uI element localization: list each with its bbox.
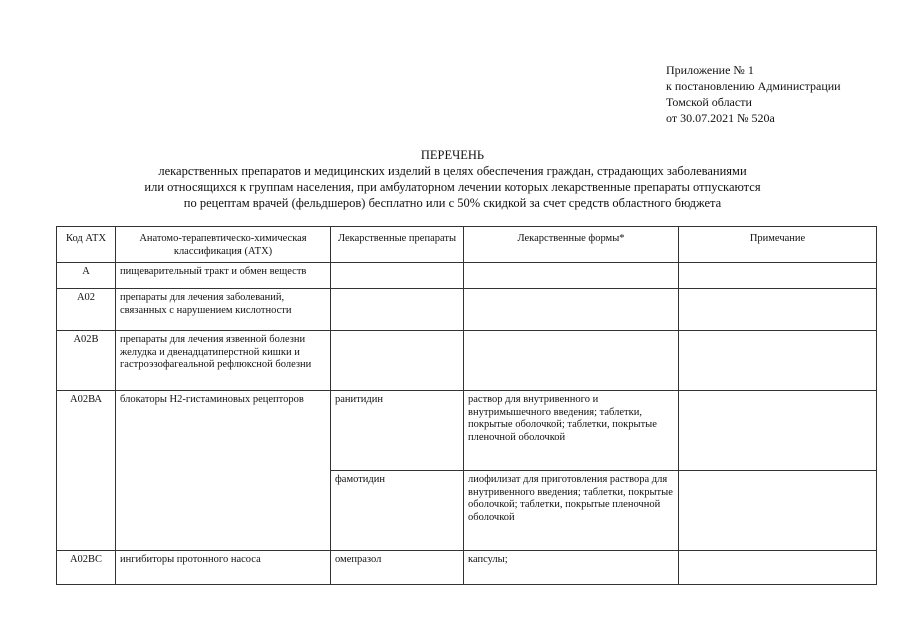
cell-code: А02В [57, 331, 116, 391]
appendix-line: к постановлению Администрации [666, 79, 841, 93]
cell-forms [464, 263, 679, 289]
header-code: Код АТХ [57, 227, 116, 263]
cell-forms [464, 331, 679, 391]
cell-drug: фамотидин [331, 471, 464, 551]
table-row [57, 289, 877, 331]
cell-drug: омепразол [331, 551, 464, 585]
title-line: по рецептам врачей (фельдшеров) бесплатно или с 50% скидкой за счет средств областного бюджета [183, 196, 722, 210]
cell-classification: блокаторы Н2-гистаминовых рецепторов [116, 391, 331, 551]
appendix-line: Томской области [666, 95, 752, 109]
cell-note [679, 331, 877, 391]
cell-forms: капсулы; [464, 551, 679, 585]
cell-forms [464, 289, 679, 331]
appendix-line: Приложение № 1 [666, 63, 754, 77]
drug-list-table [56, 226, 877, 585]
title-line: лекарственных препаратов и медицинских изделий в целях обеспечения граждан, страдающих заболеваниями [158, 164, 747, 178]
header-drugs: Лекарственные препараты [331, 227, 464, 263]
cell-code: А02 [57, 289, 116, 331]
cell-note [679, 391, 877, 471]
cell-forms: раствор для внутривенного и внутримышечного введения; таблетки, покрытые оболочкой; таблетки, покрытые пленочной оболочкой [464, 391, 679, 471]
table-row [57, 551, 877, 585]
table-row [57, 263, 877, 289]
cell-note [679, 289, 877, 331]
document-title [0, 147, 905, 211]
header-classification: Анатомо-терапевтическо-химическая классификация (АТХ) [116, 227, 331, 263]
title-heading: ПЕРЕЧЕНЬ [420, 148, 485, 162]
header-forms: Лекарственные формы* [464, 227, 679, 263]
table-row [57, 331, 877, 391]
table-header-row [57, 227, 877, 263]
cell-forms: лиофилизат для приготовления раствора для внутривенного введения; таблетки, покрытые оболочкой; таблетки, покрытые пленочной оболочкой [464, 471, 679, 551]
appendix-line: от 30.07.2021 № 520а [666, 111, 775, 125]
cell-code: А02ВС [57, 551, 116, 585]
appendix-block [666, 62, 841, 126]
cell-classification: пищеварительный тракт и обмен веществ [116, 263, 331, 289]
cell-note [679, 471, 877, 551]
cell-classification: препараты для лечения заболеваний, связанных с нарушением кислотности [116, 289, 331, 331]
table-row [57, 391, 877, 471]
cell-code: А [57, 263, 116, 289]
cell-note [679, 263, 877, 289]
title-line: или относящихся к группам населения, при амбулаторном лечении которых лекарственные препараты отпускаются [144, 180, 761, 194]
cell-drug [331, 263, 464, 289]
cell-classification: препараты для лечения язвенной болезни желудка и двенадцатиперстной кишки и гастроэзофагеальной рефлюксной болезни [116, 331, 331, 391]
header-note: Примечание [679, 227, 877, 263]
cell-drug [331, 331, 464, 391]
cell-note [679, 551, 877, 585]
cell-code: А02ВА [57, 391, 116, 551]
cell-drug [331, 289, 464, 331]
cell-classification: ингибиторы протонного насоса [116, 551, 331, 585]
cell-drug: ранитидин [331, 391, 464, 471]
